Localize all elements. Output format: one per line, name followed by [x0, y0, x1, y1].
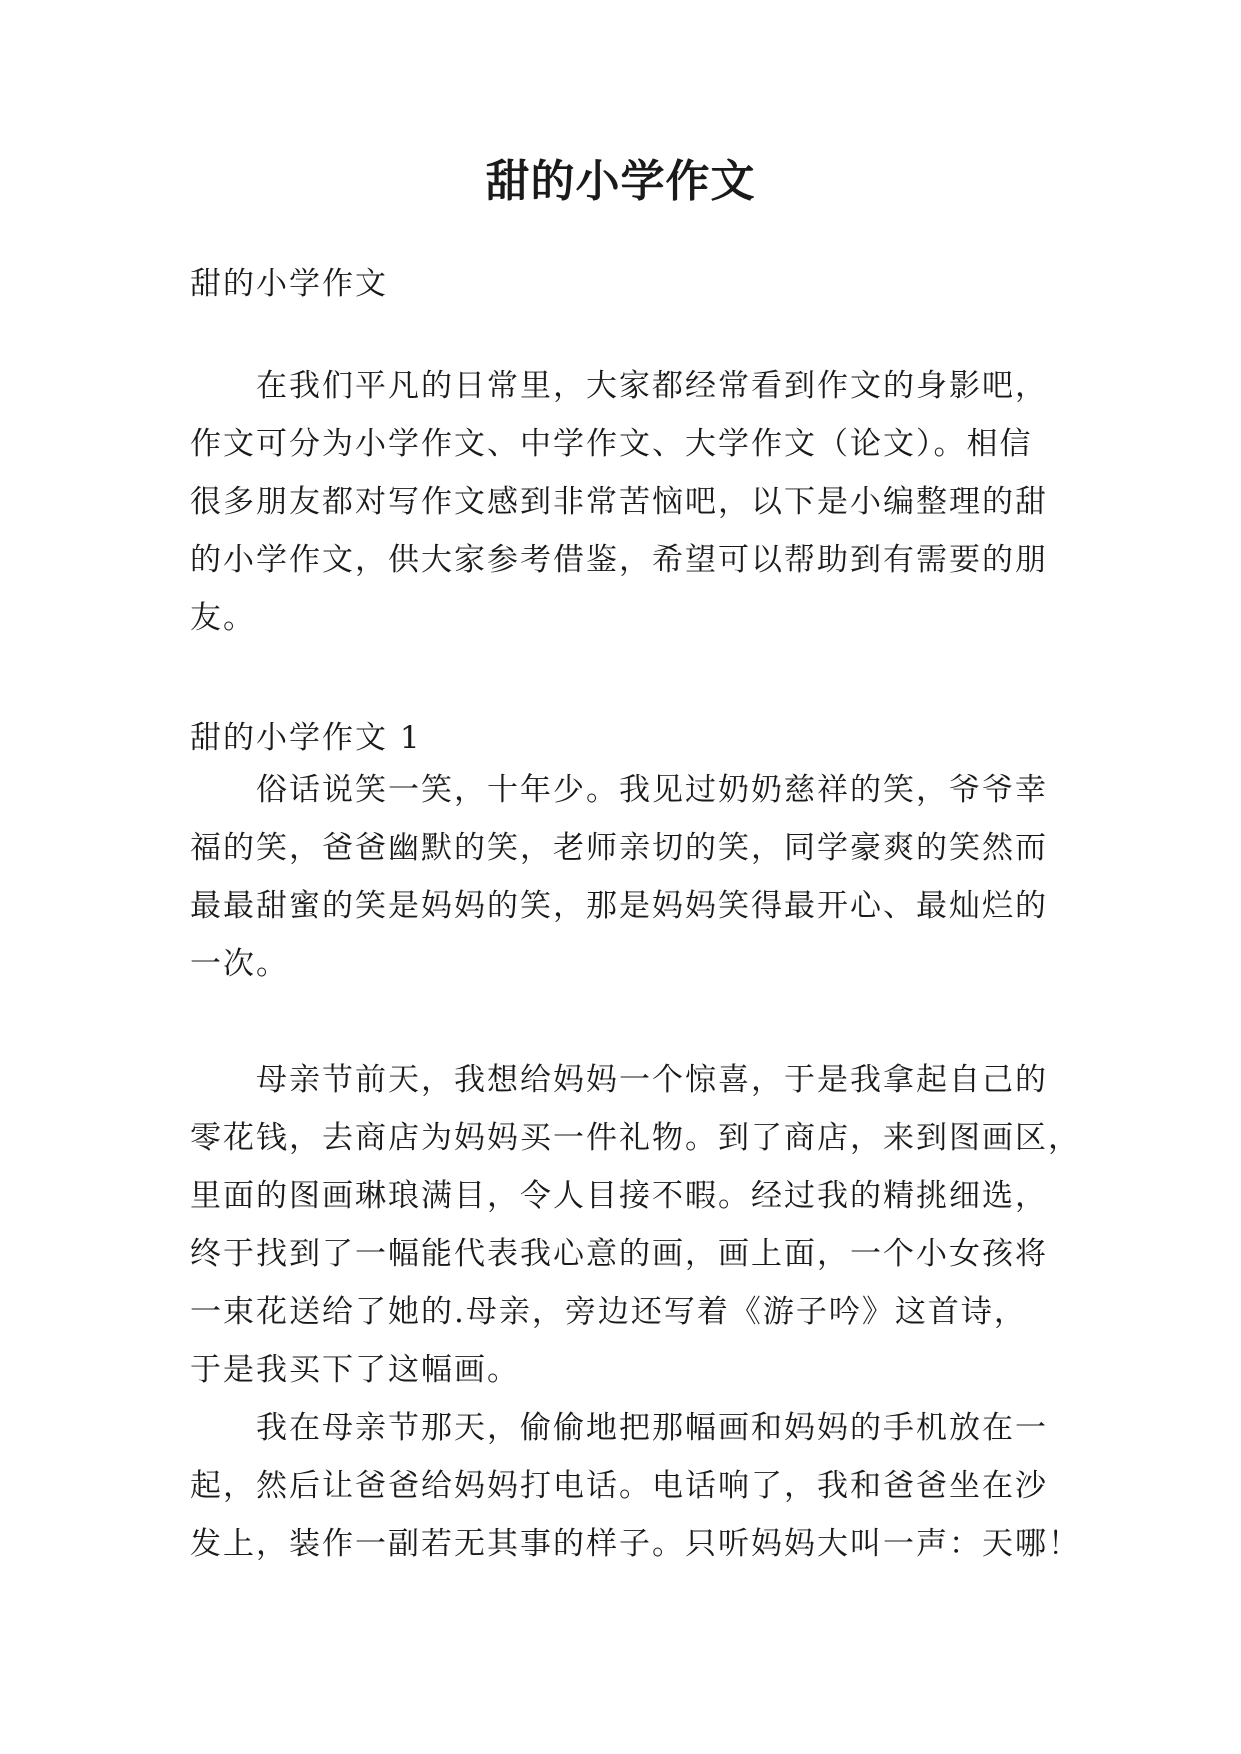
intro-line: 的小学作文，供大家参考借鉴，希望可以帮助到有需要的朋 — [190, 542, 1048, 578]
document-title: 甜的小学作文 — [485, 156, 756, 207]
paragraph-line: 零花钱，去商店为妈妈买一件礼物。到了商店，来到图画区， — [190, 1120, 1081, 1156]
paragraph-line: 最最甜蜜的笑是妈妈的笑，那是妈妈笑得最开心、最灿烂的 — [190, 888, 1048, 924]
paragraph-line: 里面的图画琳琅满目，令人目接不暇。经过我的精挑细选， — [190, 1178, 1048, 1214]
paragraph-line: 发上，装作一副若无其事的样子。只听妈妈大叫一声：天哪！ — [190, 1526, 1081, 1562]
section1-paragraph-3 — [190, 1399, 1081, 1573]
paragraph-line: 一次。 — [190, 946, 289, 982]
section-heading: 甜的小学作文 1 — [190, 720, 422, 756]
paragraph-line: 我在母亲节那天，偷偷地把那幅画和妈妈的手机放在一 — [256, 1410, 1048, 1446]
section1-paragraph-1 — [190, 761, 1070, 993]
paragraph-line: 于是我买下了这幅画。 — [190, 1352, 520, 1388]
intro-line: 在我们平凡的日常里，大家都经常看到作文的身影吧， — [256, 368, 1048, 404]
paragraph-line: 起，然后让爸爸给妈妈打电话。电话响了，我和爸爸坐在沙 — [190, 1468, 1048, 1504]
paragraph-line: 俗话说笑一笑，十年少。我见过奶奶慈祥的笑，爷爷幸 — [256, 772, 1048, 808]
paragraph-line: 母亲节前天，我想给妈妈一个惊喜，于是我拿起自己的 — [256, 1062, 1048, 1098]
intro-line: 作文可分为小学作文、中学作文、大学作文（论文）。相信 — [190, 426, 1033, 462]
intro-line: 友。 — [190, 600, 256, 636]
paragraph-line: 终于找到了一幅能代表我心意的画，画上面，一个小女孩将 — [190, 1236, 1048, 1272]
paragraph-line: 一束花送给了她的.母亲，旁边还写着《游子吟》这首诗， — [190, 1294, 1027, 1330]
intro-paragraph — [190, 357, 1070, 647]
paragraph-line: 福的笑，爸爸幽默的笑，老师亲切的笑，同学豪爽的笑然而 — [190, 830, 1048, 866]
intro-line: 很多朋友都对写作文感到非常苦恼吧，以下是小编整理的甜 — [190, 484, 1048, 520]
section1-paragraph-2 — [190, 1051, 1081, 1399]
document-subtitle: 甜的小学作文 — [190, 266, 388, 302]
